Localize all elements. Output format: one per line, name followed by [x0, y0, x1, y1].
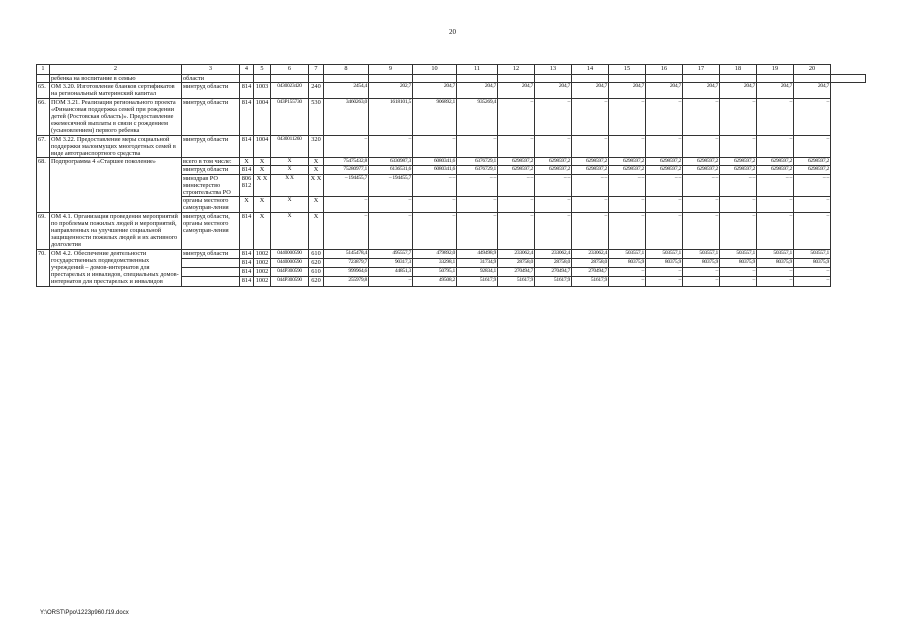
code-cell: Х — [271, 166, 309, 174]
amount-cell: 6298597,2 — [609, 166, 646, 174]
column-header: 1 — [37, 65, 50, 75]
amount-cell: 6298597,2 — [683, 158, 720, 166]
amount-cell: 479892,0 — [413, 249, 457, 258]
code-cell: 0440000590 — [271, 249, 309, 258]
amount-cell — [572, 75, 609, 83]
amount-cell: – – — [720, 174, 757, 197]
amount-cell: 75475432,8 — [324, 158, 369, 166]
code-cell: 610 — [309, 268, 324, 277]
code-cell: 0430023420 — [271, 83, 309, 98]
amount-cell: – — [609, 98, 646, 135]
amount-cell: – — [609, 277, 646, 286]
row-number: 70. — [37, 249, 50, 286]
code-cell: Х — [254, 197, 271, 212]
amount-cell — [646, 75, 683, 83]
amount-cell: – – — [413, 174, 457, 197]
amount-cell: 28758,0 — [498, 258, 535, 267]
code-cell: 814 — [240, 258, 254, 267]
table-row — [37, 75, 866, 83]
column-header: 17 — [683, 65, 720, 75]
amount-cell: – — [572, 197, 609, 212]
code-cell: Х — [254, 212, 271, 249]
amount-cell: 233062,4 — [535, 249, 572, 258]
amount-cell: 503557,1 — [794, 249, 831, 258]
code-cell: 240 — [309, 83, 324, 98]
amount-cell: – — [609, 268, 646, 277]
amount-cell: – — [646, 135, 683, 158]
column-header: 11 — [457, 65, 498, 75]
amount-cell: 80375,9 — [683, 258, 720, 267]
column-header: 7 — [309, 65, 324, 75]
amount-cell: 6136531,6 — [369, 166, 413, 174]
amount-cell: – – — [457, 174, 498, 197]
code-cell: 814 — [240, 212, 254, 249]
amount-cell: 6298597,2 — [498, 158, 535, 166]
amount-cell: 6298597,2 — [757, 166, 794, 174]
amount-cell: – – — [794, 174, 831, 197]
column-header: 6 — [271, 65, 309, 75]
amount-cell: – — [646, 212, 683, 249]
column-header: 4 — [240, 65, 254, 75]
amount-cell: – 194455,7 — [369, 174, 413, 197]
code-cell: 814 — [240, 135, 254, 158]
amount-cell: – — [572, 135, 609, 158]
code-cell — [309, 75, 324, 83]
code-cell: Х — [240, 158, 254, 166]
amount-cell: 33298,1 — [413, 258, 457, 267]
amount-cell: – — [457, 135, 498, 158]
amount-cell: 6298597,2 — [646, 166, 683, 174]
amount-cell — [413, 75, 457, 83]
code-cell: Х — [254, 166, 271, 174]
amount-cell: – — [720, 212, 757, 249]
amount-cell: 503557,1 — [720, 249, 757, 258]
amount-cell: 51617,9 — [535, 277, 572, 286]
row-name: ОМ 3.22. Предоставление меры социальной поддержки малоимущих многодетных семей в виде автотранспортного средства — [50, 135, 182, 158]
amount-cell: – — [535, 135, 572, 158]
amount-cell: – — [498, 197, 535, 212]
amount-cell: – – — [535, 174, 572, 197]
amount-cell: – — [794, 197, 831, 212]
column-header: 2 — [50, 65, 182, 75]
column-header-row — [37, 65, 866, 75]
code-cell — [240, 75, 254, 83]
code-cell: 320 — [309, 135, 324, 158]
row-number: 68. — [37, 158, 50, 212]
amount-cell: 28758,0 — [535, 258, 572, 267]
amount-cell: – — [794, 212, 831, 249]
page-number: 20 — [449, 28, 456, 36]
amount-cell: – — [324, 212, 369, 249]
amount-cell: 6298597,2 — [757, 158, 794, 166]
amount-cell: – — [609, 197, 646, 212]
amount-cell: 233062,4 — [498, 249, 535, 258]
amount-cell: 6376729,1 — [457, 158, 498, 166]
column-header: 3 — [182, 65, 240, 75]
amount-cell: – — [498, 135, 535, 158]
amount-cell: – — [683, 268, 720, 277]
amount-cell: – — [757, 212, 794, 249]
amount-cell: 28758,0 — [572, 258, 609, 267]
code-cell: Х Х — [309, 174, 324, 197]
amount-cell — [757, 75, 794, 83]
executor-cell: всего в том числе: — [182, 158, 240, 166]
code-cell: 1002 — [254, 249, 271, 258]
code-cell: 806 812 — [240, 174, 254, 197]
table-row — [37, 98, 866, 135]
code-cell: 044P300590 — [271, 277, 309, 286]
amount-cell: 503557,1 — [757, 249, 794, 258]
amount-cell: 449498,9 — [457, 249, 498, 258]
code-cell: 1002 — [254, 258, 271, 267]
amount-cell: 6298597,2 — [720, 158, 757, 166]
amount-cell: 51617,9 — [572, 277, 609, 286]
amount-cell: – — [720, 268, 757, 277]
amount-cell: 6298597,2 — [794, 158, 831, 166]
code-cell — [254, 75, 271, 83]
amount-cell: – — [794, 268, 831, 277]
amount-cell: 204,7 — [683, 83, 720, 98]
code-cell: Х Х — [271, 174, 309, 197]
amount-cell: – — [794, 135, 831, 158]
amount-cell: – — [609, 212, 646, 249]
amount-cell: – — [413, 212, 457, 249]
amount-cell — [831, 75, 866, 83]
code-cell: 610 — [309, 249, 324, 258]
row-name: ОМ 3.20. Изготовление бланков сертификатов на региональный материнский капитал — [50, 83, 182, 98]
code-cell: 814 — [240, 98, 254, 135]
amount-cell: 204,7 — [572, 83, 609, 98]
code-cell: 620 — [309, 277, 324, 286]
amount-cell: – — [720, 98, 757, 135]
amount-cell: 503557,1 — [683, 249, 720, 258]
column-header: 15 — [609, 65, 646, 75]
code-cell: 1002 — [254, 268, 271, 277]
executor-cell — [182, 277, 240, 286]
amount-cell: – – — [646, 174, 683, 197]
amount-cell: 6298597,2 — [720, 166, 757, 174]
amount-cell: 75280977,1 — [324, 166, 369, 174]
code-cell: 620 — [309, 258, 324, 267]
row-name: ребенка на воспитание в семью — [50, 75, 182, 83]
amount-cell: 495557,7 — [369, 249, 413, 258]
amount-cell: – 194455,7 — [324, 174, 369, 197]
amount-cell: 255979,8 — [324, 277, 369, 286]
row-number: 67. — [37, 135, 50, 158]
column-header: 16 — [646, 65, 683, 75]
amount-cell: 204,7 — [609, 83, 646, 98]
code-cell: Х — [271, 197, 309, 212]
amount-cell: – — [369, 277, 413, 286]
amount-cell: 92834,1 — [457, 268, 498, 277]
amount-cell: 80375,9 — [720, 258, 757, 267]
column-header: 5 — [254, 65, 271, 75]
row-name: ПОМ 3.21. Реализация регионального проекта «Финансовая поддержка семей при рождении детей (Ростовская область)». Предоставление ежемесячной выплаты в связи с рождением (усыновлением) первого ребенка — [50, 98, 182, 135]
amount-cell: – — [720, 135, 757, 158]
executor-cell: минздрав РО министерство строительства РО — [182, 174, 240, 197]
amount-cell: 204,7 — [498, 83, 535, 98]
row-number: 65. — [37, 83, 50, 98]
amount-cell: – — [369, 212, 413, 249]
amount-cell: 44851,3 — [369, 268, 413, 277]
amount-cell: – — [720, 197, 757, 212]
code-cell: 1003 — [254, 83, 271, 98]
amount-cell: 204,7 — [646, 83, 683, 98]
amount-cell: 6080341,6 — [413, 166, 457, 174]
table-row — [37, 83, 866, 98]
executor-cell: минтруд области — [182, 83, 240, 98]
amount-cell: 80375,9 — [609, 258, 646, 267]
amount-cell: 80375,9 — [646, 258, 683, 267]
amount-cell: 6298597,2 — [535, 158, 572, 166]
amount-cell: 6376729,1 — [457, 166, 498, 174]
code-cell: 530 — [309, 98, 324, 135]
code-cell: Х — [309, 158, 324, 166]
code-cell: 814 — [240, 277, 254, 286]
amount-cell — [457, 75, 498, 83]
column-header: 8 — [324, 65, 369, 75]
amount-cell: – — [757, 268, 794, 277]
column-header: 12 — [498, 65, 535, 75]
amount-cell: 6298597,2 — [794, 166, 831, 174]
column-header: 14 — [572, 65, 609, 75]
row-name: ОМ 4.1. Организация проведения мероприятий по проблемам пожилых людей и мероприятий, направленных на улучшение социальной защищенности пожилых людей и их активного долголетия — [50, 212, 182, 249]
code-cell: Х — [271, 212, 309, 249]
amount-cell — [324, 75, 369, 83]
amount-cell: – – — [757, 174, 794, 197]
amount-cell: 51617,9 — [457, 277, 498, 286]
amount-cell: – — [683, 98, 720, 135]
amount-cell: 503557,1 — [609, 249, 646, 258]
amount-cell: 6298597,2 — [498, 166, 535, 174]
amount-cell: 270494,7 — [572, 268, 609, 277]
amount-cell: – — [609, 135, 646, 158]
amount-cell — [369, 75, 413, 83]
amount-cell: – — [498, 98, 535, 135]
amount-cell: 906892,1 — [413, 98, 457, 135]
amount-cell: – — [646, 98, 683, 135]
amount-cell — [609, 75, 646, 83]
code-cell: 0430011260 — [271, 135, 309, 158]
amount-cell: – — [324, 135, 369, 158]
amount-cell: – — [457, 212, 498, 249]
amount-cell: 50795,1 — [413, 268, 457, 277]
amount-cell: 80375,9 — [794, 258, 831, 267]
amount-cell: 6298597,2 — [646, 158, 683, 166]
executor-cell: минтруд области — [182, 135, 240, 158]
amount-cell: – — [794, 277, 831, 286]
code-cell: 814 — [240, 166, 254, 174]
code-cell: Х — [254, 158, 271, 166]
amount-cell: 999964,6 — [324, 268, 369, 277]
amount-cell: 5145478,4 — [324, 249, 369, 258]
code-cell: 0440000590 — [271, 258, 309, 267]
footer-path: Y:\ORST\Ppo\1223p960.f19.docx — [40, 610, 129, 616]
budget-table — [36, 64, 866, 287]
column-header: 9 — [369, 65, 413, 75]
amount-cell: 49508,2 — [413, 277, 457, 286]
amount-cell: – – — [572, 174, 609, 197]
amount-cell: 204,7 — [413, 83, 457, 98]
executor-cell — [182, 258, 240, 267]
amount-cell: – — [572, 212, 609, 249]
amount-cell: 2454,4 — [324, 83, 369, 98]
amount-cell: 6298597,2 — [535, 166, 572, 174]
executor-cell: минтруд области — [182, 166, 240, 174]
amount-cell: 51617,9 — [498, 277, 535, 286]
amount-cell: – — [683, 277, 720, 286]
amount-cell: – — [720, 277, 757, 286]
amount-cell: 233062,4 — [572, 249, 609, 258]
amount-cell: 6298597,2 — [683, 166, 720, 174]
amount-cell: 204,7 — [794, 83, 831, 98]
code-cell: Х — [271, 158, 309, 166]
amount-cell: – — [498, 212, 535, 249]
amount-cell: – — [757, 98, 794, 135]
amount-cell: 90317,3 — [369, 258, 413, 267]
amount-cell: – — [535, 197, 572, 212]
amount-cell: – — [457, 197, 498, 212]
amount-cell: – – — [683, 174, 720, 197]
table-row — [37, 212, 866, 249]
amount-cell: 270494,7 — [535, 268, 572, 277]
code-cell: 043P155730 — [271, 98, 309, 135]
amount-cell: 6330987,3 — [369, 158, 413, 166]
amount-cell: – — [572, 98, 609, 135]
code-cell: 1002 — [254, 277, 271, 286]
amount-cell: 503557,1 — [646, 249, 683, 258]
amount-cell: – — [535, 98, 572, 135]
amount-cell: 80375,9 — [757, 258, 794, 267]
code-cell — [271, 75, 309, 83]
amount-cell: 1618101,5 — [369, 98, 413, 135]
executor-cell: минтруд области — [182, 249, 240, 258]
table-row — [37, 135, 866, 158]
amount-cell: – — [413, 197, 457, 212]
amount-cell: – – — [498, 174, 535, 197]
executor-cell: области — [182, 75, 240, 83]
row-name: Подпрограмма 4 «Старшее поколение» — [50, 158, 182, 212]
amount-cell — [720, 75, 757, 83]
amount-cell: – — [324, 197, 369, 212]
code-cell: 1004 — [254, 135, 271, 158]
amount-cell: 31734,9 — [457, 258, 498, 267]
code-cell: 1004 — [254, 98, 271, 135]
amount-cell: – — [683, 212, 720, 249]
column-header: 10 — [413, 65, 457, 75]
column-header: 18 — [720, 65, 757, 75]
amount-cell: – — [757, 197, 794, 212]
code-cell: Х Х — [254, 174, 271, 197]
column-header: 19 — [757, 65, 794, 75]
column-header: 20 — [794, 65, 831, 75]
amount-cell: 204,7 — [457, 83, 498, 98]
amount-cell — [535, 75, 572, 83]
code-cell: 814 — [240, 268, 254, 277]
amount-cell: – — [369, 197, 413, 212]
amount-cell: – — [413, 135, 457, 158]
amount-cell: 204,7 — [720, 83, 757, 98]
amount-cell: 270494,7 — [498, 268, 535, 277]
row-number: 66. — [37, 98, 50, 135]
amount-cell: 6080341,6 — [413, 158, 457, 166]
executor-cell: минтруд области — [182, 98, 240, 135]
amount-cell: 3460263,0 — [324, 98, 369, 135]
amount-cell: – — [683, 197, 720, 212]
amount-cell: – – — [609, 174, 646, 197]
executor-cell: органы местного самоуправ-ления — [182, 197, 240, 212]
table-row — [37, 158, 866, 166]
code-cell: 814 — [240, 83, 254, 98]
code-cell: Х — [309, 166, 324, 174]
row-name: ОМ 4.2. Обеспечение деятельности государственных подведомственных учреждений – домов-интернатов для престарелых и инвалидов, специальных домов-интернатов для престарелых и инвалидов — [50, 249, 182, 286]
amount-cell: 6298597,2 — [572, 166, 609, 174]
amount-cell: – — [757, 277, 794, 286]
amount-cell: 6298597,2 — [572, 158, 609, 166]
column-header: 13 — [535, 65, 572, 75]
amount-cell: – — [757, 135, 794, 158]
amount-cell: – — [683, 135, 720, 158]
executor-cell: минтруд области, органы местного самоуправ-ления — [182, 212, 240, 249]
amount-cell — [498, 75, 535, 83]
code-cell: Х — [309, 212, 324, 249]
amount-cell: 204,7 — [757, 83, 794, 98]
amount-cell — [683, 75, 720, 83]
amount-cell: 204,7 — [535, 83, 572, 98]
code-cell: 044P300590 — [271, 268, 309, 277]
table-row — [37, 249, 866, 258]
code-cell: Х — [240, 197, 254, 212]
amount-cell: – — [535, 212, 572, 249]
amount-cell: – — [794, 98, 831, 135]
code-cell: 814 — [240, 249, 254, 258]
amount-cell: 935269,4 — [457, 98, 498, 135]
amount-cell: – — [369, 135, 413, 158]
amount-cell: – — [646, 197, 683, 212]
amount-cell: 723879,7 — [324, 258, 369, 267]
amount-cell: 202,7 — [369, 83, 413, 98]
code-cell: Х — [309, 197, 324, 212]
amount-cell: 6298597,2 — [609, 158, 646, 166]
row-number: 69. — [37, 212, 50, 249]
executor-cell — [182, 268, 240, 277]
amount-cell: – — [646, 277, 683, 286]
amount-cell: – — [646, 268, 683, 277]
amount-cell — [794, 75, 831, 83]
row-number — [37, 75, 50, 83]
